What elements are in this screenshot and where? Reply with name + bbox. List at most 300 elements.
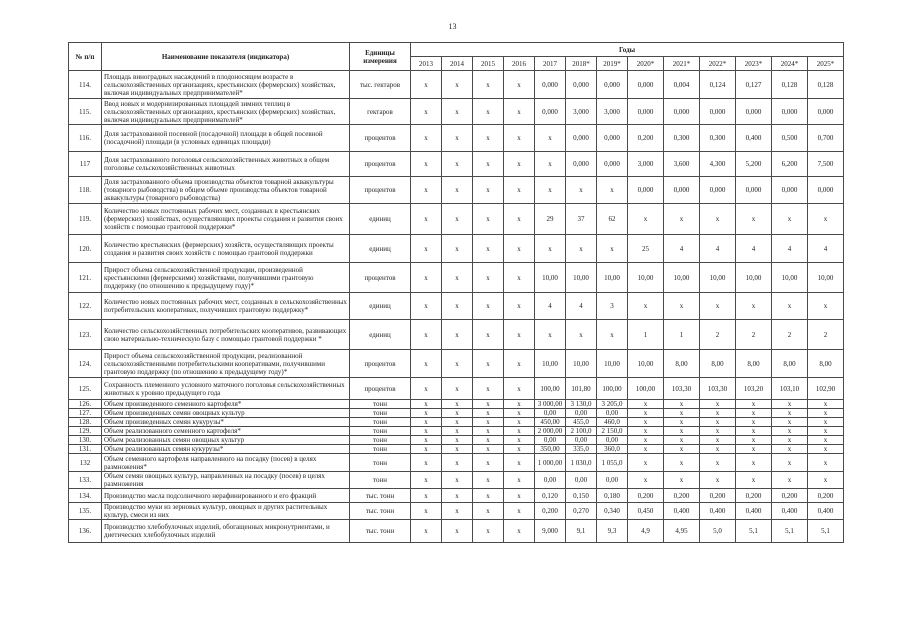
value-cell: x xyxy=(566,320,597,350)
value-cell: x xyxy=(700,418,736,427)
value-cell: x xyxy=(442,445,473,454)
indicator-name: Объем реализованных семян овощных культур xyxy=(102,436,350,445)
value-cell: 0,000 xyxy=(566,152,597,177)
table-row xyxy=(69,320,844,350)
value-cell: 37 xyxy=(566,204,597,235)
value-cell: x xyxy=(700,445,736,454)
indicator-name: Доля застрахованного объема производства объектов товарной аквакультуры (товарного рыбоводства) в общем объеме производства объектов товарной аквакультуры (товарного рыбоводства) xyxy=(102,177,350,204)
value-cell: 0,400 xyxy=(736,503,772,520)
value-cell: 0,120 xyxy=(535,489,566,503)
value-cell: 0,200 xyxy=(664,489,700,503)
value-cell: 0,127 xyxy=(736,71,772,99)
value-cell: 8,00 xyxy=(736,350,772,378)
value-cell: x xyxy=(664,427,700,436)
value-cell: x xyxy=(808,293,844,320)
unit-cell: процентов xyxy=(350,125,411,152)
value-cell: 0,000 xyxy=(535,71,566,99)
value-cell: x xyxy=(473,350,504,378)
value-cell: x xyxy=(628,293,664,320)
value-cell: x xyxy=(700,409,736,418)
value-cell: x xyxy=(411,454,442,472)
row-number: 119. xyxy=(69,204,102,235)
value-cell: x xyxy=(442,520,473,543)
value-cell: 3,000 xyxy=(597,99,628,125)
unit-cell: тыс. тонн xyxy=(350,489,411,503)
value-cell: x xyxy=(772,436,808,445)
value-cell: x xyxy=(411,436,442,445)
value-cell: 0,000 xyxy=(628,71,664,99)
value-cell: 450,00 xyxy=(535,418,566,427)
value-cell: x xyxy=(736,436,772,445)
value-cell: x xyxy=(504,445,535,454)
value-cell: 100,00 xyxy=(535,378,566,400)
unit-cell: процентов xyxy=(350,263,411,293)
table-row xyxy=(69,472,844,489)
value-cell: 2 xyxy=(772,320,808,350)
table-row xyxy=(69,71,844,99)
table-row xyxy=(69,520,844,543)
value-cell: x xyxy=(504,99,535,125)
value-cell: x xyxy=(504,520,535,543)
value-cell: x xyxy=(473,489,504,503)
value-cell: x xyxy=(628,204,664,235)
value-cell: 0,340 xyxy=(597,503,628,520)
value-cell: x xyxy=(664,436,700,445)
value-cell: 0,000 xyxy=(772,177,808,204)
value-cell: x xyxy=(473,400,504,409)
value-cell: x xyxy=(628,418,664,427)
table-row xyxy=(69,125,844,152)
value-cell: x xyxy=(473,204,504,235)
value-cell: 2 150,0 xyxy=(597,427,628,436)
value-cell: 0,400 xyxy=(808,503,844,520)
value-cell: 0,000 xyxy=(628,177,664,204)
value-cell: 4 xyxy=(535,293,566,320)
value-cell: 0,000 xyxy=(700,177,736,204)
value-cell: x xyxy=(808,418,844,427)
value-cell: 8,00 xyxy=(772,350,808,378)
value-cell: x xyxy=(736,472,772,489)
unit-cell: единиц xyxy=(350,320,411,350)
row-number: 130. xyxy=(69,436,102,445)
table-row xyxy=(69,489,844,503)
unit-cell: тонн xyxy=(350,445,411,454)
header-year: 2020* xyxy=(628,57,664,71)
value-cell: x xyxy=(772,472,808,489)
value-cell: x xyxy=(504,350,535,378)
value-cell: x xyxy=(772,418,808,427)
value-cell: x xyxy=(566,235,597,263)
value-cell: 0,128 xyxy=(808,71,844,99)
header-number: № п/п xyxy=(69,43,102,71)
row-number: 134. xyxy=(69,489,102,503)
table-row xyxy=(69,204,844,235)
value-cell: x xyxy=(736,409,772,418)
table-row xyxy=(69,152,844,177)
value-cell: x xyxy=(504,427,535,436)
table-row xyxy=(69,454,844,472)
value-cell: 8,00 xyxy=(808,350,844,378)
value-cell: 4,95 xyxy=(664,520,700,543)
table-row xyxy=(69,409,844,418)
table-row xyxy=(69,445,844,454)
value-cell: 10,00 xyxy=(566,263,597,293)
value-cell: 10,00 xyxy=(736,263,772,293)
table-header xyxy=(69,43,844,71)
value-cell: x xyxy=(504,177,535,204)
value-cell: 10,00 xyxy=(772,263,808,293)
row-number: 128. xyxy=(69,418,102,427)
value-cell: 0,000 xyxy=(597,71,628,99)
row-number: 120. xyxy=(69,235,102,263)
indicator-name: Количество новых постоянных рабочих мест, созданных в крестьянских (фермерских) хозяйствах, осуществляющих проекты создания и развития своих хозяйств с помощью грантовой поддержки* xyxy=(102,204,350,235)
value-cell: x xyxy=(535,152,566,177)
value-cell: x xyxy=(566,177,597,204)
value-cell: x xyxy=(808,204,844,235)
value-cell: 0,270 xyxy=(566,503,597,520)
page-number: 13 xyxy=(448,22,457,31)
value-cell: 8,00 xyxy=(664,350,700,378)
header-year: 2023* xyxy=(736,57,772,71)
value-cell: x xyxy=(473,293,504,320)
value-cell: 0,200 xyxy=(736,489,772,503)
value-cell: 5,200 xyxy=(736,152,772,177)
value-cell: 0,128 xyxy=(772,71,808,99)
value-cell: x xyxy=(442,427,473,436)
value-cell: x xyxy=(535,125,566,152)
value-cell: 100,00 xyxy=(597,378,628,400)
value-cell: 455,0 xyxy=(566,418,597,427)
value-cell: x xyxy=(442,263,473,293)
value-cell: 0,00 xyxy=(566,436,597,445)
value-cell: 350,00 xyxy=(535,445,566,454)
value-cell: x xyxy=(504,454,535,472)
value-cell: 101,80 xyxy=(566,378,597,400)
value-cell: x xyxy=(473,436,504,445)
value-cell: 4 xyxy=(808,235,844,263)
value-cell: x xyxy=(411,427,442,436)
value-cell: 0,000 xyxy=(772,99,808,125)
table-row xyxy=(69,427,844,436)
value-cell: 0,200 xyxy=(808,489,844,503)
value-cell: x xyxy=(535,177,566,204)
value-cell: 4 xyxy=(664,235,700,263)
indicator-name: Объем произведенных семян овощных культур xyxy=(102,409,350,418)
value-cell: x xyxy=(473,445,504,454)
row-number: 136. xyxy=(69,520,102,543)
indicator-name: Площадь виноградных насаждений в плодоносящем возрасте в сельскохозяйственных организациях, крестьянских (фермерских) хозяйствах, включая индивидуальных предпринимателей* xyxy=(102,71,350,99)
value-cell: 103,10 xyxy=(772,378,808,400)
header-year: 2024* xyxy=(772,57,808,71)
value-cell: x xyxy=(504,409,535,418)
unit-cell: тыс. тонн xyxy=(350,520,411,543)
value-cell: x xyxy=(473,418,504,427)
row-number: 123. xyxy=(69,320,102,350)
value-cell: 10,00 xyxy=(535,263,566,293)
unit-cell: процентов xyxy=(350,177,411,204)
value-cell: 0,300 xyxy=(700,125,736,152)
value-cell: 29 xyxy=(535,204,566,235)
header-year: 2025* xyxy=(808,57,844,71)
value-cell: x xyxy=(442,320,473,350)
value-cell: 103,30 xyxy=(664,378,700,400)
value-cell: x xyxy=(628,445,664,454)
value-cell: x xyxy=(700,204,736,235)
value-cell: 0,000 xyxy=(597,152,628,177)
value-cell: x xyxy=(473,427,504,436)
value-cell: x xyxy=(473,263,504,293)
value-cell: 0,450 xyxy=(628,503,664,520)
indicator-name: Объем реализованных семян кукурузы* xyxy=(102,445,350,454)
value-cell: 0,000 xyxy=(808,177,844,204)
value-cell: 0,400 xyxy=(700,503,736,520)
value-cell: x xyxy=(411,350,442,378)
value-cell: 0,00 xyxy=(597,436,628,445)
header-year: 2016 xyxy=(504,57,535,71)
value-cell: x xyxy=(504,235,535,263)
value-cell: x xyxy=(411,489,442,503)
value-cell: x xyxy=(504,503,535,520)
value-cell: x xyxy=(442,472,473,489)
value-cell: x xyxy=(504,320,535,350)
table-row xyxy=(69,263,844,293)
value-cell: x xyxy=(411,472,442,489)
value-cell: x xyxy=(664,293,700,320)
value-cell: 0,000 xyxy=(736,99,772,125)
unit-cell: тонн xyxy=(350,454,411,472)
value-cell: x xyxy=(664,454,700,472)
value-cell: x xyxy=(411,125,442,152)
value-cell: 9,3 xyxy=(597,520,628,543)
value-cell: 8,00 xyxy=(700,350,736,378)
unit-cell: процентов xyxy=(350,152,411,177)
indicator-name: Объем реализованного семенного картофеля* xyxy=(102,427,350,436)
value-cell: x xyxy=(442,378,473,400)
indicator-name: Объем семенного картофеля направленного на посадку (посев) в целях размножения* xyxy=(102,454,350,472)
value-cell: 0,00 xyxy=(535,472,566,489)
indicator-name: Ввод новых и модернизированных площадей зимних теплиц в сельскохозяйственных организациях, крестьянских (фермерских) хозяйствах, включая индивидуальных предпринимателей* xyxy=(102,99,350,125)
value-cell: 0,200 xyxy=(700,489,736,503)
value-cell: x xyxy=(535,235,566,263)
indicator-name: Производство хлебобулочных изделий, обогащенных микронутриентами, и диетических хлебобулочных изделий xyxy=(102,520,350,543)
value-cell: 0,000 xyxy=(736,177,772,204)
value-cell: x xyxy=(473,454,504,472)
value-cell: x xyxy=(473,235,504,263)
value-cell: 0,00 xyxy=(597,409,628,418)
value-cell: x xyxy=(700,454,736,472)
value-cell: 1 000,00 xyxy=(535,454,566,472)
value-cell: x xyxy=(597,320,628,350)
row-number: 114. xyxy=(69,71,102,99)
value-cell: 3 130,0 xyxy=(566,400,597,409)
value-cell: x xyxy=(473,99,504,125)
value-cell: x xyxy=(628,400,664,409)
value-cell: x xyxy=(442,409,473,418)
table-row xyxy=(69,235,844,263)
value-cell: x xyxy=(473,177,504,204)
value-cell: 0,000 xyxy=(628,99,664,125)
value-cell: x xyxy=(442,125,473,152)
value-cell: x xyxy=(700,436,736,445)
value-cell: 4 xyxy=(566,293,597,320)
value-cell: x xyxy=(473,472,504,489)
table-row xyxy=(69,350,844,378)
value-cell: x xyxy=(772,400,808,409)
value-cell: x xyxy=(411,293,442,320)
value-cell: x xyxy=(664,400,700,409)
header-years-group: Годы xyxy=(411,43,844,57)
value-cell: 0,000 xyxy=(597,125,628,152)
value-cell: x xyxy=(664,418,700,427)
value-cell: x xyxy=(411,152,442,177)
header-year: 2017 xyxy=(535,57,566,71)
value-cell: x xyxy=(411,71,442,99)
value-cell: x xyxy=(411,99,442,125)
value-cell: x xyxy=(628,454,664,472)
header-row xyxy=(69,43,844,57)
value-cell: x xyxy=(411,520,442,543)
value-cell: x xyxy=(808,400,844,409)
value-cell: 0,200 xyxy=(772,489,808,503)
value-cell: 103,30 xyxy=(700,378,736,400)
row-number: 129. xyxy=(69,427,102,436)
value-cell: 10,00 xyxy=(628,350,664,378)
value-cell: x xyxy=(700,293,736,320)
unit-cell: единиц xyxy=(350,293,411,320)
value-cell: x xyxy=(772,204,808,235)
value-cell: x xyxy=(504,436,535,445)
value-cell: 0,000 xyxy=(566,71,597,99)
value-cell: x xyxy=(442,177,473,204)
value-cell: 9,000 xyxy=(535,520,566,543)
value-cell: x xyxy=(411,378,442,400)
table-row xyxy=(69,418,844,427)
value-cell: x xyxy=(772,293,808,320)
value-cell: 10,00 xyxy=(808,263,844,293)
value-cell: 6,200 xyxy=(772,152,808,177)
header-year: 2021* xyxy=(664,57,700,71)
header-year: 2019* xyxy=(597,57,628,71)
header-indicator-name: Наименование показателя (индикатора) xyxy=(102,43,350,71)
unit-cell: тонн xyxy=(350,418,411,427)
value-cell: x xyxy=(473,125,504,152)
value-cell: 0,400 xyxy=(772,503,808,520)
value-cell: x xyxy=(808,427,844,436)
table-body xyxy=(69,71,844,543)
value-cell: 0,00 xyxy=(535,436,566,445)
value-cell: x xyxy=(736,293,772,320)
value-cell: x xyxy=(411,204,442,235)
value-cell: 62 xyxy=(597,204,628,235)
value-cell: 10,00 xyxy=(628,263,664,293)
value-cell: 5,1 xyxy=(808,520,844,543)
unit-cell: тыс. гектаров xyxy=(350,71,411,99)
table-row xyxy=(69,378,844,400)
value-cell: 3,000 xyxy=(566,99,597,125)
indicator-name: Количество сельскохозяйственных потребительских кооперативов, развивающих свою материально-техническую базу с помощью грантовой поддержки * xyxy=(102,320,350,350)
value-cell: 2 000,00 xyxy=(535,427,566,436)
unit-cell: тонн xyxy=(350,472,411,489)
value-cell: 0,000 xyxy=(535,99,566,125)
value-cell: 0,124 xyxy=(700,71,736,99)
header-unit: Единицы измерения xyxy=(350,43,411,71)
indicator-name: Доля застрахованной посевной (посадочной) площади в общей посевной (посадочной) площади (в условных единицах площади) xyxy=(102,125,350,152)
value-cell: x xyxy=(772,445,808,454)
value-cell: x xyxy=(442,400,473,409)
value-cell: x xyxy=(597,235,628,263)
value-cell: 2 xyxy=(736,320,772,350)
value-cell: 10,00 xyxy=(664,263,700,293)
value-cell: x xyxy=(442,436,473,445)
value-cell: 335,0 xyxy=(566,445,597,454)
indicator-name: Объем произведенных семян кукурузы* xyxy=(102,418,350,427)
value-cell: 102,90 xyxy=(808,378,844,400)
value-cell: x xyxy=(736,418,772,427)
value-cell: 0,00 xyxy=(535,409,566,418)
value-cell: x xyxy=(504,71,535,99)
unit-cell: процентов xyxy=(350,378,411,400)
row-number: 121. xyxy=(69,263,102,293)
value-cell: x xyxy=(504,263,535,293)
value-cell: 25 xyxy=(628,235,664,263)
row-number: 131. xyxy=(69,445,102,454)
value-cell: 4,9 xyxy=(628,520,664,543)
value-cell: 0,200 xyxy=(628,489,664,503)
value-cell: 0,000 xyxy=(664,99,700,125)
value-cell: x xyxy=(411,445,442,454)
table-row xyxy=(69,99,844,125)
header-year: 2014 xyxy=(442,57,473,71)
value-cell: x xyxy=(772,454,808,472)
value-cell: x xyxy=(473,378,504,400)
row-number: 126. xyxy=(69,400,102,409)
value-cell: 0,500 xyxy=(772,125,808,152)
value-cell: 0,000 xyxy=(566,125,597,152)
indicator-name: Прирост объема сельскохозяйственной продукции, реализованной сельскохозяйственными потребительскими кооперативами, получившими грантовую поддержку (по отношению к предыдущему году)* xyxy=(102,350,350,378)
value-cell: 0,004 xyxy=(664,71,700,99)
unit-cell: тонн xyxy=(350,427,411,436)
value-cell: 0,000 xyxy=(664,177,700,204)
value-cell: 7,500 xyxy=(808,152,844,177)
unit-cell: процентов xyxy=(350,350,411,378)
value-cell: 1 030,0 xyxy=(566,454,597,472)
value-cell: x xyxy=(504,204,535,235)
value-cell: x xyxy=(535,320,566,350)
value-cell: 0,00 xyxy=(566,409,597,418)
unit-cell: тонн xyxy=(350,400,411,409)
header-year: 2015 xyxy=(473,57,504,71)
value-cell: x xyxy=(504,125,535,152)
value-cell: 0,000 xyxy=(808,99,844,125)
value-cell: 10,00 xyxy=(597,350,628,378)
value-cell: 0,000 xyxy=(700,99,736,125)
value-cell: 5,1 xyxy=(772,520,808,543)
value-cell: x xyxy=(411,418,442,427)
header-year: 2022* xyxy=(700,57,736,71)
value-cell: x xyxy=(411,177,442,204)
value-cell: x xyxy=(736,454,772,472)
value-cell: x xyxy=(772,427,808,436)
value-cell: 3 xyxy=(597,293,628,320)
row-number: 122. xyxy=(69,293,102,320)
value-cell: x xyxy=(411,320,442,350)
value-cell: 9,1 xyxy=(566,520,597,543)
value-cell: 4,300 xyxy=(700,152,736,177)
value-cell: 1 xyxy=(628,320,664,350)
value-cell: x xyxy=(628,472,664,489)
value-cell: x xyxy=(700,400,736,409)
value-cell: 4 xyxy=(772,235,808,263)
